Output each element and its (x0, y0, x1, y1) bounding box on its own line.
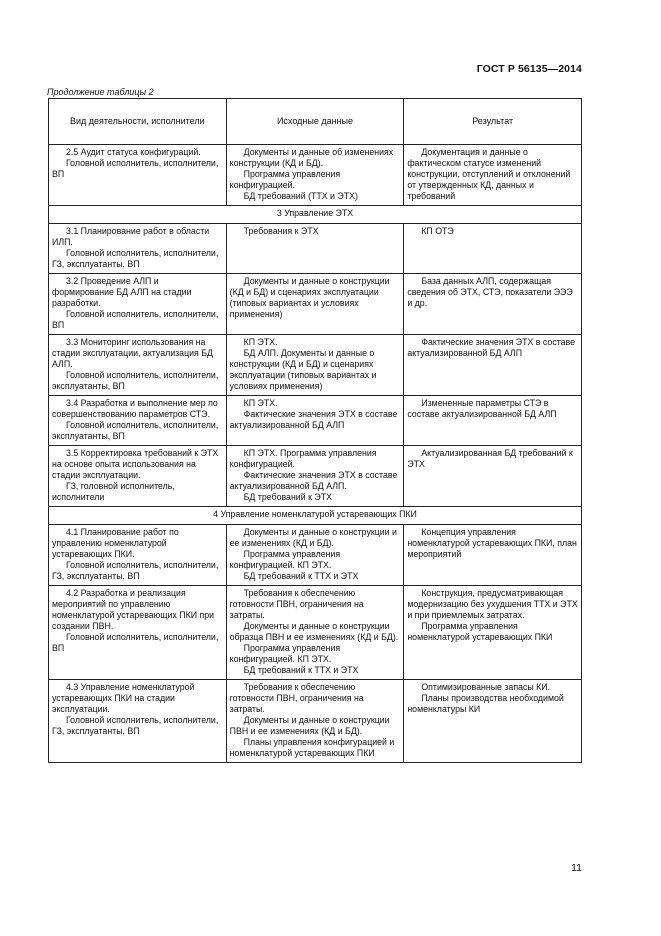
table-row (49, 525, 582, 586)
table-header-row (49, 99, 582, 145)
table-row (49, 680, 582, 763)
cell-paragraph: Планы производства необходимой номенклатуры КИ (407, 693, 564, 714)
cell-paragraph: Требования к ЭТХ (243, 226, 319, 236)
result-cell (404, 335, 582, 396)
activity-cell (49, 586, 227, 680)
cell-paragraph: Программа управления конфигурацией. КП ЭТХ. (229, 643, 341, 664)
cell-paragraph: Актуализированная БД требований к ЭТХ (407, 448, 573, 469)
result-cell (404, 145, 582, 206)
cell-paragraph: БД АЛП. Документы и данные о конструкции (КД и БД) и сценариях эксплуатации (типовых вариантах и условиях применения) (229, 348, 377, 391)
cell-paragraph: Планы управления конфигурацией и номенклатурой устаревающих ПКИ (229, 737, 395, 758)
cell-paragraph: КП ЭТХ. Программа управления конфигурацией. (229, 448, 377, 469)
cell-paragraph: Требования к обеспечению готовности ПВН, ограничения на затраты. (229, 588, 364, 620)
cell-paragraph: Оптимизированные запасы КИ. (421, 682, 551, 692)
cell-paragraph: Головной исполнитель, исполнители, ВП (52, 158, 219, 179)
cell-paragraph: 4.1 Планирование работ по управлению номенклатурой устаревающих ПКИ. (52, 527, 179, 559)
cell-paragraph: 3.2 Проведение АЛП и формирование БД АЛП на стадии разработки. (52, 276, 192, 308)
column-header-result: Результат (404, 99, 582, 145)
cell-paragraph: 3.4 Разработка и выполнение мер по совершенствованию параметров СТЭ. (52, 398, 218, 419)
table-row (49, 224, 582, 274)
result-cell (404, 446, 582, 507)
cell-paragraph: Головной исполнитель, исполнители, ГЗ, эксплуатанты, ВП (52, 715, 219, 736)
activity-cell (49, 274, 227, 335)
cell-paragraph: 3.1 Планирование работ в области ИЛП. (52, 226, 210, 247)
input-data-cell (226, 446, 404, 507)
standard-header: ГОСТ Р 56135—2014 (476, 63, 582, 75)
activity-table (48, 98, 582, 763)
cell-paragraph: Программа управления конфигурацией. (229, 169, 341, 190)
table-body (49, 145, 582, 763)
result-cell (404, 680, 582, 763)
cell-paragraph: Головной исполнитель, исполнители, ВП (52, 632, 219, 653)
cell-paragraph: БД требований к ЭТХ (243, 492, 332, 502)
section-row (49, 507, 582, 525)
cell-paragraph: Требования к обеспечению готовности ПВН, ограничения на затраты. (229, 682, 364, 714)
cell-paragraph: 3.5 Корректировка требований к ЭТХ на основе опыта использования на стадии эксплуатации. (52, 448, 219, 480)
cell-paragraph: БД требований (ТТХ и ЭТХ) (243, 191, 358, 201)
page-number: 11 (571, 862, 582, 874)
activity-cell (49, 680, 227, 763)
cell-paragraph: Документация и данные о фактическом статусе изменений конструкции, отступлений и отклонений от утвержденных КД, данных и требований (407, 147, 571, 201)
cell-paragraph: Программа управления конфигурацией. КП ЭТХ. (229, 549, 341, 570)
cell-paragraph: 3.3 Мониторинг использования на стадии эксплуатации, актуализация БД АЛП. (52, 337, 213, 369)
result-cell (404, 396, 582, 446)
cell-paragraph: Головной исполнитель, исполнители, эксплуатанты, ВП (52, 370, 219, 391)
section-title: 4 Управление номенклатурой устаревающих ПКИ (49, 507, 582, 525)
input-data-cell (226, 396, 404, 446)
cell-paragraph: Головной исполнитель, исполнители, ГЗ, эксплуатанты, ВП (52, 560, 219, 581)
table-caption: Продолжение таблицы 2 (47, 87, 154, 97)
table-row (49, 396, 582, 446)
section-title: 3 Управление ЭТХ (49, 206, 582, 224)
cell-paragraph: 4.2 Разработка и реализация мероприятий по управлению номенклатурой устаревающих ПКИ при создании ПВН. (52, 588, 215, 631)
cell-paragraph: БД требований к ТТХ и ЭТХ (243, 571, 359, 581)
column-header-input-data: Исходные данные (226, 99, 404, 145)
table-row (49, 274, 582, 335)
input-data-cell (226, 224, 404, 274)
cell-paragraph: Программа управления номенклатурой устаревающих ПКИ (407, 621, 553, 642)
cell-paragraph: Фактические значения ЭТХ в составе актуализированной БД АЛП (407, 337, 576, 358)
input-data-cell (226, 274, 404, 335)
activity-cell (49, 224, 227, 274)
input-data-cell (226, 145, 404, 206)
cell-paragraph: Фактические значения ЭТХ в составе актуализированной БД АЛП (229, 409, 398, 430)
cell-paragraph: Документы и данные об изменениях конструкции (КД и БД). (229, 147, 394, 168)
cell-paragraph: КП ОТЭ (421, 226, 454, 236)
cell-paragraph: КП ЭТХ. (243, 398, 278, 408)
cell-paragraph: Документы и данные о конструкции (КД и БД) и сценариях эксплуатации (типовых вариантах и условиях применения) (229, 276, 390, 319)
result-cell (404, 586, 582, 680)
cell-paragraph: Головной исполнитель, исполнители, ГЗ, эксплуатанты, ВП (52, 248, 219, 269)
table-row (49, 446, 582, 507)
input-data-cell (226, 525, 404, 586)
activity-cell (49, 145, 227, 206)
result-cell (404, 224, 582, 274)
cell-paragraph: Документы и данные о конструкции образца ПВН и ее изменениях (КД и БД). (229, 621, 399, 642)
cell-paragraph: БД требований к ТТХ и ЭТХ (243, 665, 359, 675)
cell-paragraph: Головной исполнитель, исполнители, ВП (52, 309, 219, 330)
section-row (49, 206, 582, 224)
cell-paragraph: Измененные параметры СТЭ в составе актуализированной БД АЛП (407, 398, 557, 419)
cell-paragraph: Документы и данные о конструкции ПВН и ее изменениях (КД и БД). (229, 715, 390, 736)
input-data-cell (226, 680, 404, 763)
cell-paragraph: 4.3 Управление номенклатурой устаревающих ПКИ на стадии эксплуатации. (52, 682, 195, 714)
input-data-cell (226, 335, 404, 396)
cell-paragraph: Фактические значения ЭТХ в составе актуализированной БД АЛП. (229, 470, 398, 491)
activity-cell (49, 335, 227, 396)
cell-paragraph: Концепция управления номенклатурой устаревающих ПКИ, план мероприятий (407, 527, 577, 559)
activity-cell (49, 525, 227, 586)
cell-paragraph: ГЗ, головной исполнитель, исполнители (52, 481, 175, 502)
input-data-cell (226, 586, 404, 680)
table-row (49, 586, 582, 680)
activity-cell (49, 446, 227, 507)
cell-paragraph: Документы и данные о конструкции и ее изменениях (КД и БД). (229, 527, 397, 548)
cell-paragraph: КП ЭТХ. (243, 337, 278, 347)
result-cell (404, 525, 582, 586)
activity-cell (49, 396, 227, 446)
result-cell (404, 274, 582, 335)
cell-paragraph: 2.5 Аудит статуса конфигураций. (66, 147, 201, 157)
table-row (49, 335, 582, 396)
table-row (49, 145, 582, 206)
column-header-activity: Вид деятельности, исполнители (49, 99, 227, 145)
cell-paragraph: Конструкция, предусматривающая модернизацию без ухудшения ТТХ и ЭТХ и при приемлемых затратах. (407, 588, 578, 620)
cell-paragraph: База данных АЛП, содержащая сведения об ЭТХ, СТЭ, показатели ЭЭЭ и др. (407, 276, 573, 308)
cell-paragraph: Головной исполнитель, исполнители, эксплуатанты, ВП (52, 420, 219, 441)
